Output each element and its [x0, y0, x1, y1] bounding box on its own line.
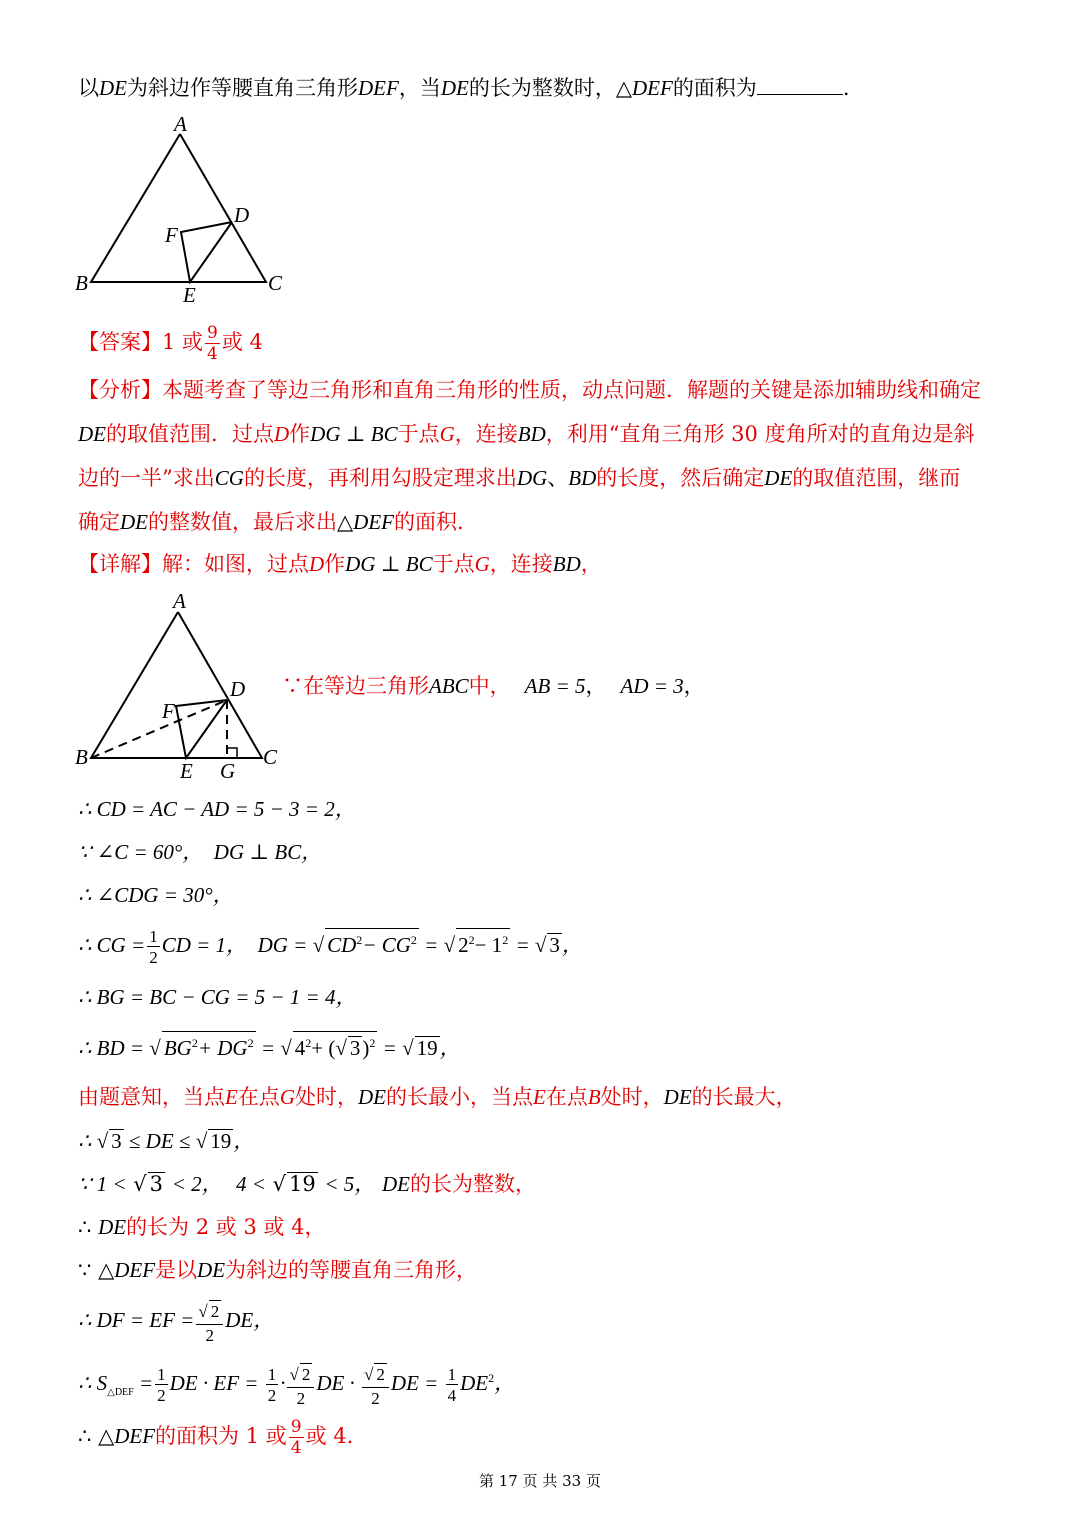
label-e: E — [183, 283, 196, 307]
step-11: ∵ △DEF是以DE为斜边的等腰直角三角形， — [78, 1258, 478, 1282]
label-e-2: E — [180, 759, 193, 783]
step-13: ∴ $S_{\triangle DEF}$ = $\frac{1}{2}$ DE · EF = $\frac{1}{2}$ · $\frac{√ 2}{2}$ DE · $\frac{√ 2}{2}$ DE = $\frac{1}{4}$ $DE^2$， — [78, 1365, 516, 1409]
right-angle-mark — [227, 748, 237, 758]
answer-blank — [757, 76, 843, 95]
step-8: ∴ √ 3 ≤ DE ≤ √ 19， — [78, 1129, 255, 1153]
label-f-2: F — [162, 699, 175, 723]
step-5: ∴ BG = BC − CG = 5 − 1 = 4， — [78, 985, 357, 1009]
analysis-line-2: DE的取值范围．过点D作DG ⊥ BC于点G，连接BD，利用“直角三角形 30 度角所对的直角边是斜 — [78, 422, 975, 446]
label-g-2: G — [220, 759, 236, 783]
triangle-def-2 — [176, 700, 227, 758]
label-c: C — [268, 271, 283, 295]
step-4: ∴ CG = $\frac{1}{2}$ CD = 1， DG = √ $CD^2- CG^2$ = √ $2^2- 1^2$ = √ 3， — [78, 927, 583, 968]
page-footer: 第 17 页 共 33 页 — [478, 1472, 601, 1490]
given-line: ∵在等边三角形ABC中， AB = 5， AD = 3， — [282, 674, 705, 698]
step-6: ∴ BD = √ $BG^2+ DG^2$ = √ $4^2+$ (√ 3)$^2$ = √ 19， — [78, 1028, 461, 1068]
question-text: 以DE为斜边作等腰直角三角形DEF，当DE的长为整数时，△DEF的面积为 . — [78, 76, 850, 100]
answer-line: 【答案】1 或 $\frac{9}{4}$ 或 4 — [78, 322, 263, 364]
triangle-def — [181, 222, 232, 282]
triangle-figure-2 — [70, 588, 290, 788]
step-7: 由题意知，当点E在点G处时，DE的长最小，当点E在点B处时，DE的长最大， — [78, 1085, 797, 1109]
step-10: ∴ DE的长为 2 或 3 或 4， — [78, 1215, 326, 1239]
label-a: A — [174, 112, 187, 136]
answer-tag: 【答案】 — [78, 330, 162, 354]
detail-tag: 【详解】 — [78, 552, 162, 576]
label-b: B — [75, 271, 88, 295]
step-12: ∴ DF = EF = $\frac{√ 2}{2}$ DE， — [78, 1302, 275, 1346]
label-d-2: D — [230, 677, 246, 701]
label-b-2: B — [75, 745, 88, 769]
analysis-line-1: 【分析】本题考查了等边三角形和直角三角形的性质，动点问题．解题的关键是添加辅助线和确定 — [78, 378, 981, 402]
triangle-figure-1 — [70, 110, 300, 310]
label-f: F — [165, 223, 178, 247]
detail-line: 【详解】解：如图，过点D作DG ⊥ BC于点G，连接BD， — [78, 552, 602, 576]
label-d: D — [234, 203, 250, 227]
step-3: ∴ ∠CDG = 30°， — [78, 883, 234, 907]
step-9: ∵ 1 < √ 3 < 2， 4 < √ 19 < 5， DE的长为整数， — [78, 1172, 536, 1196]
label-a-2: A — [173, 589, 186, 613]
label-c-2: C — [263, 745, 278, 769]
analysis-line-3: 边的一半”求出CG的长度，再利用勾股定理求出DG、BD的长度，然后确定DE的取值范围，继而 — [78, 466, 961, 490]
step-14: ∴ △DEF的面积为 1 或 $\frac{9}{4}$ 或 4. — [78, 1416, 354, 1458]
analysis-line-4: 确定DE的整数值，最后求出△DEF的面积. — [78, 510, 464, 534]
analysis-tag: 【分析】 — [78, 378, 162, 402]
step-2: ∵ ∠C = 60°， DG ⊥ BC， — [78, 840, 323, 864]
step-1: ∴ CD = AC − AD = 5 − 3 = 2， — [78, 797, 356, 821]
